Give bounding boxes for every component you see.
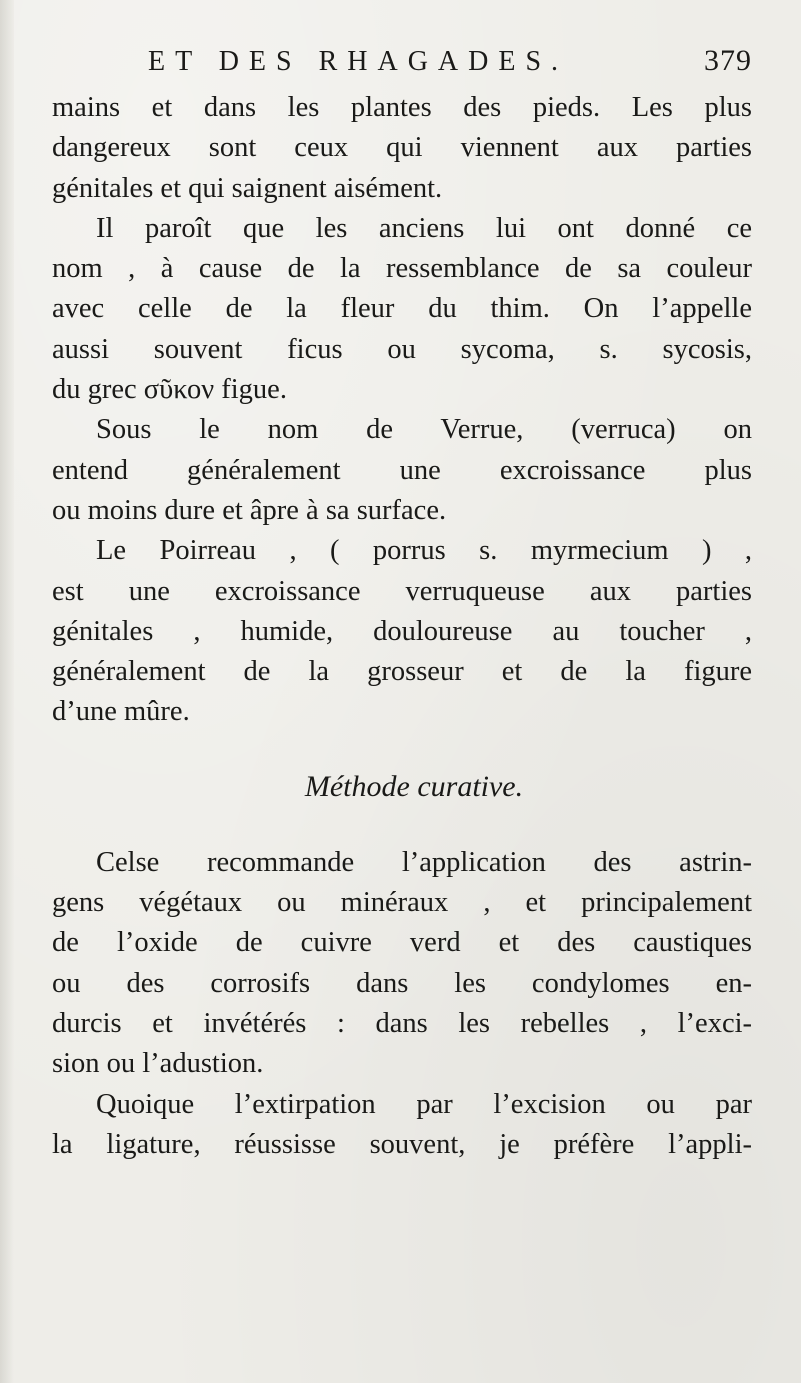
text-line: ou moins dure et âpre à sa surface. xyxy=(52,494,447,526)
text-line: ou des corrosifs dans les condylomes en- xyxy=(52,967,752,999)
section-treatment xyxy=(52,843,752,1165)
text-line: durcis et invétérés : dans les rebelles , l’exci- xyxy=(52,1007,752,1039)
text-line: du grec σῦκον figue. xyxy=(52,374,287,406)
text-line: de l’oxide de cuivre verd et des caustiques xyxy=(52,927,752,959)
text-line: Il paroît que les anciens lui ont donné ce xyxy=(96,212,752,244)
running-head-title: ET DES RHAGADES. xyxy=(148,46,569,77)
section-heading: Méthode curative. xyxy=(304,769,524,803)
spacer xyxy=(52,823,752,843)
running-head xyxy=(52,44,752,88)
text-block xyxy=(52,44,752,1165)
text-line: Sous le nom de Verrue, (verruca) on xyxy=(96,414,752,446)
text-line: Celse recommande l’application des astrin- xyxy=(96,846,752,878)
text-line: aussi souvent ficus ou sycoma, s. sycosis, xyxy=(52,333,752,365)
text-line: Quoique l’extirpation par l’excision ou par xyxy=(96,1088,752,1120)
text-line: génitales et qui saignent aisément. xyxy=(52,172,443,204)
text-line: d’une mûre. xyxy=(52,696,190,728)
text-line: sion ou l’adustion. xyxy=(52,1048,264,1080)
text-line: est une excroissance verruqueuse aux parties xyxy=(52,575,752,607)
section-description xyxy=(52,88,752,733)
text-line: Le Poirreau , ( porrus s. myrmecium ) , xyxy=(96,535,752,567)
text-line: généralement de la grosseur et de la figure xyxy=(52,656,752,688)
text-line: gens végétaux ou minéraux , et principalement xyxy=(52,887,752,919)
text-line: nom , à cause de la ressemblance de sa couleur xyxy=(52,253,752,285)
page-gutter xyxy=(0,0,14,1383)
text-line: mains et dans les plantes des pieds. Les plus xyxy=(52,92,752,123)
text-line: avec celle de la fleur du thim. On l’appelle xyxy=(52,293,752,325)
text-line: dangereux sont ceux qui viennent aux parties xyxy=(52,132,752,164)
text-line: génitales , humide, douloureuse au toucher , xyxy=(52,615,752,647)
text-line: entend généralement une excroissance plus xyxy=(52,454,752,486)
page-number: 379 xyxy=(704,44,752,77)
text-line: la ligature, réussisse souvent, je préfère l’appli- xyxy=(52,1128,752,1160)
